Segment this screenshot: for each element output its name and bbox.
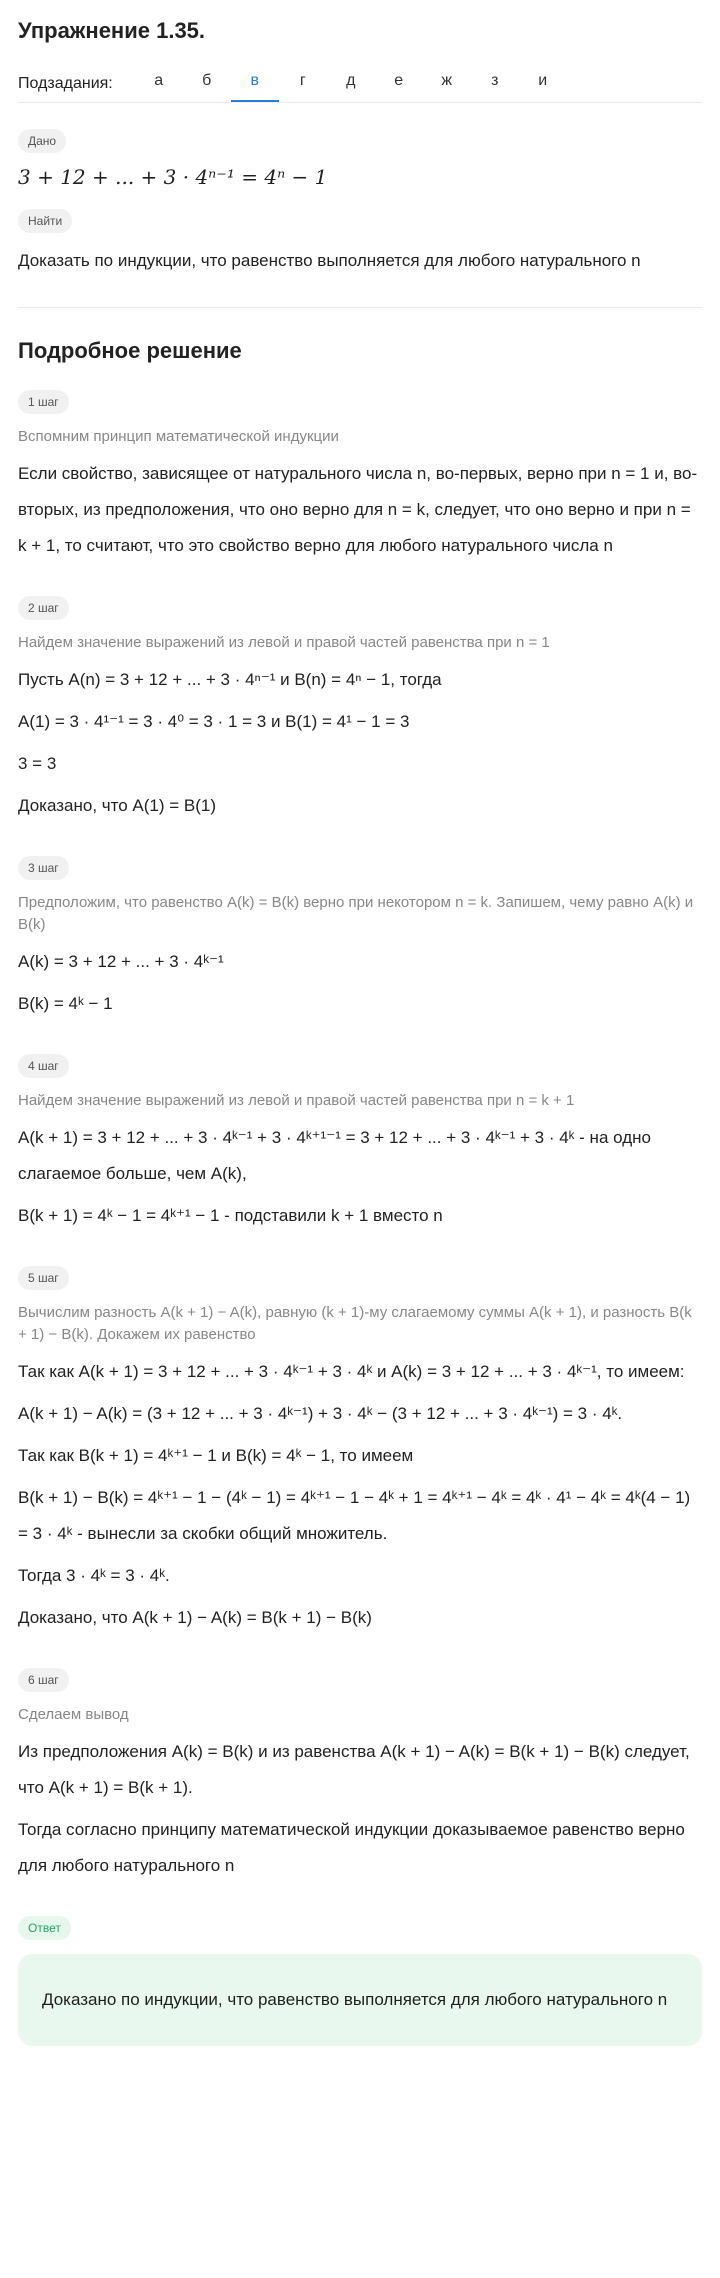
subtasks-bar: [18, 66, 702, 103]
step-chip: 3 шаг: [18, 856, 69, 880]
step-subtitle: Найдем значение выражений из левой и правой частей равенства при n = 1: [18, 634, 550, 651]
step-text: A(k) = 3 + 12 + ... + 3 · 4ᵏ⁻¹: [18, 952, 224, 971]
tab-d[interactable]: д: [346, 72, 356, 89]
tab-zh[interactable]: ж: [441, 72, 453, 89]
step-text: 3 = 3: [18, 754, 57, 773]
step-text: Тогда 3 · 4ᵏ = 3 · 4ᵏ.: [18, 1566, 170, 1585]
given-chip: Дано: [18, 129, 66, 153]
step-chip: 6 шаг: [18, 1668, 69, 1692]
step-text: Из предположения A(k) = B(k) и из равенства A(k + 1) − A(k) = B(k + 1) − B(k) следует, что A(k + 1) = B(k + 1).: [18, 1742, 690, 1797]
answer-box: Доказано по индукции, что равенство выполняется для любого натурального n: [18, 1954, 702, 2046]
find-chip: Найти: [18, 209, 72, 233]
step-text: Пусть A(n) = 3 + 12 + ... + 3 · 4ⁿ⁻¹ и B(n) = 4ⁿ − 1, тогда: [18, 670, 442, 689]
step-subtitle: Предположим, что равенство A(k) = B(k) верно при некотором n = k. Запишем, чему равно A(k) и B(k): [18, 894, 694, 933]
step-text: Тогда согласно принципу математической индукции доказываемое равенство верно для любого натурального n: [18, 1820, 685, 1875]
step-text: Так как A(k + 1) = 3 + 12 + ... + 3 · 4ᵏ⁻¹ + 3 · 4ᵏ и A(k) = 3 + 12 + ... + 3 · 4ᵏ⁻¹, то имеем:: [18, 1362, 685, 1381]
tab-g[interactable]: г: [299, 72, 306, 89]
tab-v[interactable]: в: [231, 66, 279, 102]
step-subtitle: Сделаем вывод: [18, 1706, 129, 1723]
step-text: Доказано, что A(1) = B(1): [18, 796, 217, 815]
step-text: A(k + 1) − A(k) = (3 + 12 + ... + 3 · 4ᵏ⁻¹) + 3 · 4ᵏ − (3 + 12 + ... + 3 · 4ᵏ⁻¹) = 3 · 4ᵏ.: [18, 1404, 623, 1423]
step-text: B(k + 1) = 4ᵏ − 1 = 4ᵏ⁺¹ − 1 - подставили k + 1 вместо n: [18, 1206, 443, 1225]
step-6: [18, 1668, 702, 1884]
step-text: Если свойство, зависящее от натурального числа n, во-первых, верно при n = 1 и, во-вторых, из предположения, что оно верно для n = k, следует, что оно верно и при n = k + 1, то считают, что это свойство верно для любого натурального числа n: [18, 464, 698, 555]
step-text: Так как B(k + 1) = 4ᵏ⁺¹ − 1 и B(k) = 4ᵏ − 1, то имеем: [18, 1446, 414, 1465]
solution-title: Подробное решение: [18, 338, 242, 363]
step-chip: 2 шаг: [18, 596, 69, 620]
step-4: [18, 1054, 702, 1234]
step-text: A(1) = 3 · 4¹⁻¹ = 3 · 4⁰ = 3 · 1 = 3 и B(1) = 4¹ − 1 = 3: [18, 712, 410, 731]
tab-i[interactable]: и: [538, 72, 548, 89]
step-text: B(k + 1) − B(k) = 4ᵏ⁺¹ − 1 − (4ᵏ − 1) = 4ᵏ⁺¹ − 1 − 4ᵏ + 1 = 4ᵏ⁺¹ − 4ᵏ = 4ᵏ · 4¹ − 4ᵏ = 4ᵏ(4 − 1) = 3 · 4ᵏ - вынесли за скобки общий множитель.: [18, 1488, 691, 1543]
step-text: B(k) = 4ᵏ − 1: [18, 994, 113, 1013]
answer-chip: Ответ: [18, 1916, 71, 1940]
step-chip: 1 шаг: [18, 390, 69, 414]
divider: [18, 307, 702, 308]
step-subtitle: Найдем значение выражений из левой и правой частей равенства при n = k + 1: [18, 1092, 575, 1109]
find-text: Доказать по индукции, что равенство выполняется для любого натурального n: [18, 251, 641, 270]
find-block: [18, 209, 702, 279]
step-chip: 4 шаг: [18, 1054, 69, 1078]
answer-block: [18, 1916, 702, 2046]
tab-z[interactable]: з: [491, 72, 499, 89]
step-text: Доказано, что A(k + 1) − A(k) = B(k + 1) − B(k): [18, 1608, 372, 1627]
step-3: [18, 856, 702, 1022]
given-block: [18, 129, 702, 189]
step-subtitle: Вспомним принцип математической индукции: [18, 428, 339, 445]
step-5: [18, 1266, 702, 1636]
step-chip: 5 шаг: [18, 1266, 69, 1290]
tab-e[interactable]: е: [394, 72, 404, 89]
page-title: Упражнение 1.35.: [18, 18, 206, 43]
subtasks-label: Подзадания:: [18, 75, 113, 92]
step-1: [18, 390, 702, 564]
tab-b[interactable]: б: [202, 72, 212, 89]
given-formula: 3 + 12 + ... + 3 · 4ⁿ⁻¹ = 4ⁿ − 1: [18, 165, 328, 189]
step-text: A(k + 1) = 3 + 12 + ... + 3 · 4ᵏ⁻¹ + 3 · 4ᵏ⁺¹⁻¹ = 3 + 12 + ... + 3 · 4ᵏ⁻¹ + 3 · 4ᵏ - на одно слагаемое больше, чем A(k),: [18, 1128, 651, 1183]
step-subtitle: Вычислим разность A(k + 1) − A(k), равную (k + 1)-му слагаемому суммы A(k + 1), и разность B(k + 1) − B(k). Докажем их равенство: [18, 1304, 692, 1343]
tab-a[interactable]: а: [154, 72, 164, 89]
step-2: [18, 596, 702, 824]
